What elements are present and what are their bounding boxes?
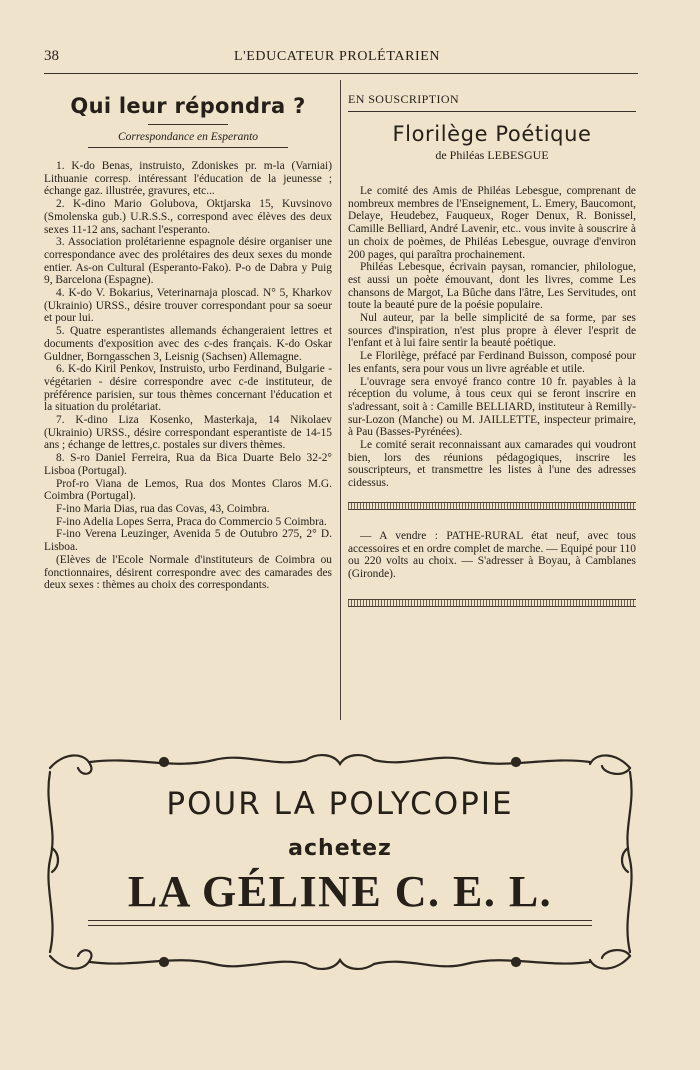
- ornamental-separator-bottom: [348, 599, 636, 607]
- entry-13: (Elèves de l'Ecole Normale d'instituteurs de Coimbra ou fonctionnaires, désirent correspondre avec des camarades des deux sexes : thèmes au choix des correspondants.: [44, 553, 332, 592]
- subscription-paragraph-3: Nul auteur, par la belle simplicité de sa forme, par ses sources d'inspiration, n'est plus propre à élever l'esprit de l'enfant et à lui faire sentir la beauté poétique.: [348, 312, 636, 350]
- entry-9: Prof-ro Viana de Lemos, Rua dos Montes Claros M.G. Coimbra (Portugal).: [44, 477, 332, 503]
- header-rule: [44, 73, 638, 74]
- florilege-author: de Philéas LEBESGUE: [435, 148, 549, 162]
- subscription-paragraph-1: Le comité des Amis de Philéas Lebesgue, comprenant de nombreux membres de l'Enseignement, L. Emery, Baucomont, Delaye, Heudebez, Fauqueux, Roger Denux, R. Bonissel, Camille Belliard, André Lavenir, etc.. vous invite à souscrire à un choix de poèmes, de Philéas Lebesgue, ouvrage d'environ 200 pages, qui paraîtra prochainement.: [348, 185, 636, 261]
- florilege-title: Florilège Poétique: [392, 122, 592, 146]
- page-header: [44, 48, 638, 70]
- subscription-paragraph-5: L'ouvrage sera envoyé franco contre 10 fr. payables à la réception du volume, à tous ceux qui se feront inscrire en s'adressant, soit à : Camille BELLIARD, instituteur à Remilly-sur-Lozon (Manche) ou M. JAILLETTE, inspecteur primaire, à Pau (Basses-Pyrénées).: [348, 375, 636, 439]
- entry-2: 2. K-dino Mario Golubova, Oktjarska 15, Kuvsinovo (Smolenska gub.) U.R.S.S., correspond avec élèves des deux sexes 11-12 ans, sachant l'esperanto.: [44, 198, 332, 236]
- sale-notice: — A vendre : PATHE-RURAL état neuf, avec tous accessoires et en ordre complet de marche. — Equipé pour 110 ou 220 volts au choix. — S'adresser à Boyau, à Camblanes (Gironde).: [348, 529, 636, 580]
- advert-line-3: LA GÉLINE C. E. L.: [127, 867, 553, 916]
- subscription-paragraph-4: Le Florilège, préfacé par Ferdinand Buisson, composé pour les enfants, sera pour vous un livre agréable et utile.: [348, 350, 636, 375]
- entry-5: 5. Quatre esperantistes allemands échangeraient lettres et documents d'exposition avec des c-des français. K-do Oskar Guldner, Borngasschen 3, Leisnig (Sachsen) Allemagne.: [44, 325, 332, 363]
- entry-7: 7. K-dino Liza Kosenko, Masterkaja, 14 Nikolaev (Ukrainio) URSS., désire correspondant esperantiste de 14-15 ans ; échange de lettres,c. postales sur divers thèmes.: [44, 414, 332, 452]
- subscription-paragraph-2: Philéas Lebesque, écrivain paysan, romancier, philologue, est aussi un poète émouvant, dont les livres, comme Les chansons de Margot, La Bûche dans l'âtre, Les Servitudes, ont toute la beauté pure de la poésie populaire.: [348, 261, 636, 312]
- correspondence-title: Qui leur répondra ?: [70, 94, 306, 118]
- ornamental-border-icon: [44, 748, 636, 976]
- advert-line-2: achetez: [288, 836, 392, 861]
- ornamental-separator: [348, 502, 636, 510]
- geline-advert: [44, 748, 636, 976]
- entry-6: 6. K-do Kiril Penkov, Instruisto, urbo Ferdinand, Bulgarie - végétarien - désire correspondre avec c-de instituteur, de préférence parisien, sur tous thèmes concernant l'éducation et la situation du prolétariat.: [44, 363, 332, 414]
- advert-underline: [88, 920, 592, 926]
- section-rule: [348, 111, 636, 112]
- entry-11: F-ino Adelia Lopes Serra, Praca do Commercio 5 Coimbra.: [56, 515, 327, 528]
- advert-line-1: POUR LA POLYCOPIE: [166, 786, 514, 822]
- entry-12: F-ino Verena Leuzinger, Avenida 5 de Outubro 275, 2° D. Lisboa.: [44, 528, 332, 554]
- subscription-column: [348, 92, 636, 627]
- subtitle-rule: [88, 147, 288, 148]
- entry-1: 1. K-do Benas, instruisto, Zdoniskes pr. m-la (Varniai) Lithuanie corresp. intéressant l'éducation de la jeunesse ; échange gaz. illustrée, gravures, etc...: [44, 160, 332, 198]
- column-divider: [340, 80, 341, 720]
- section-label: EN SOUSCRIPTION: [348, 92, 460, 106]
- title-rule: [148, 124, 228, 125]
- correspondence-column: [44, 92, 332, 592]
- entry-4: 4. K-do V. Bokarius, Veterinarnaja ploscad. N° 5, Kharkov (Ukrainio) URSS., désire trouver correspondant pour sa soeur et pour lui.: [44, 287, 332, 325]
- journal-title: L'EDUCATEUR PROLÉTARIEN: [234, 49, 441, 64]
- entry-3: 3. Association prolétarienne espagnole désire organiser une correspondance avec des prolétaires des deux sexes du monde entier. As-on Cultural (Esperanto-Fako). P-o de Dabra y Puig 9, Barcelona (Espagne).: [44, 236, 332, 287]
- entry-8: 8. S-ro Daniel Ferreira, Rua da Bica Duarte Belo 32-2° Lisboa (Portugal).: [44, 452, 332, 477]
- subscription-paragraph-6: Le comité serait reconnaissant aux camarades qui voudront bien, lors des réunions pédagogiques, inscrire les souscripteurs, et transmettre les listes à l'une des adresses cidessus.: [348, 439, 636, 490]
- correspondence-subtitle: Correspondance en Esperanto: [117, 131, 259, 143]
- page-number: 38: [44, 48, 59, 64]
- entry-10: F-ino Maria Dias, rua das Covas, 43, Coimbra.: [56, 502, 270, 515]
